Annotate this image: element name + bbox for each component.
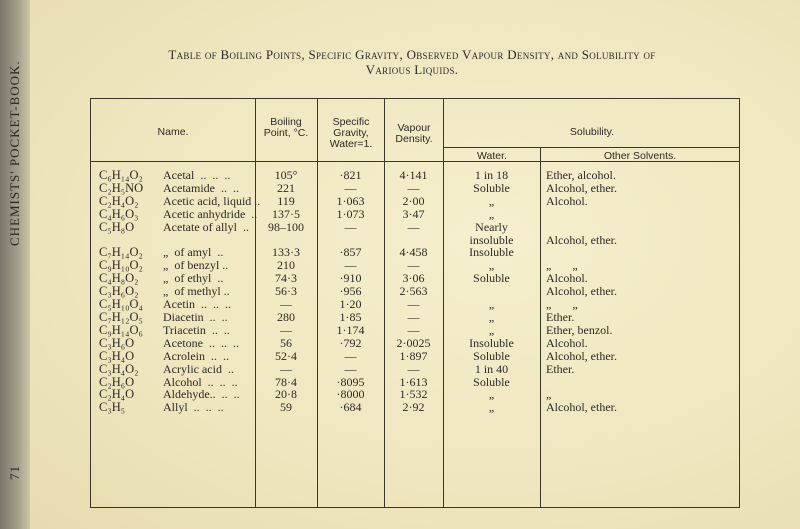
water-solubility-cell: Insoluble	[469, 245, 514, 260]
water-solubility-cell: „	[488, 258, 495, 273]
formula-cell: C₉H₁₄O₆	[99, 322, 143, 337]
other-solvents-cell: Alcohol, ether.	[546, 284, 617, 299]
water-solubility-cell: Insoluble	[469, 335, 514, 350]
specific-gravity-cell: —	[344, 258, 357, 273]
water-solubility-cell: „	[488, 309, 495, 324]
other-solvents-cell: Alcohol, ether.	[546, 232, 617, 247]
other-solvents-cell: „	[546, 387, 552, 402]
column-boiling-point	[255, 169, 317, 414]
name-cell: „ of methyl ..	[163, 284, 230, 299]
formula-cell: C₇H₁₂O₅	[99, 309, 143, 324]
header-solubility: Solubility.	[569, 126, 615, 138]
boiling-point-cell: 98–100	[268, 219, 304, 234]
formula-cell: C₉H₁₀O₂	[99, 258, 143, 273]
specific-gravity-cell: —	[344, 361, 357, 376]
vapour-density-cell: 3·47	[402, 206, 425, 221]
other-solvents-cell: Ether, benzol.	[546, 322, 613, 337]
name-cell: Acetal .. .. ..	[163, 168, 231, 182]
other-solvents-cell: Ether.	[546, 361, 575, 376]
formula-cell: C₃H₄O	[99, 348, 135, 363]
column-specific-gravity	[317, 169, 384, 414]
name-cell: Acetin .. .. ..	[163, 297, 231, 312]
name-cell: Allyl .. .. ..	[163, 400, 224, 415]
formula-cell: C₃H₅	[99, 400, 126, 415]
formula-cell: C₃H₆O	[99, 335, 135, 350]
name-cell: Acrolein .. ..	[163, 348, 229, 363]
header-name: Name.	[157, 126, 189, 138]
other-solvents-cell: „ „	[546, 258, 578, 273]
specific-gravity-cell: ·684	[339, 400, 362, 415]
specific-gravity-cell: —	[344, 348, 357, 363]
header-other-solvents: Other Solvents.	[603, 150, 677, 162]
name-cell: Triacetin .. ..	[163, 322, 230, 337]
vapour-density-cell: 1·532	[399, 387, 428, 402]
water-solubility-cell: Soluble	[473, 271, 510, 286]
boiling-point-cell: 52·4	[275, 348, 297, 363]
other-solvents-cell: Alcohol, ether.	[546, 348, 617, 363]
specific-gravity-cell: ·956	[339, 284, 362, 299]
vapour-density-cell: —	[407, 322, 420, 337]
other-solvents-cell: „ „	[546, 297, 578, 312]
vapour-density-cell: 2·0025	[396, 335, 431, 350]
name-cell: Acetamide .. ..	[163, 180, 239, 195]
boiling-point-cell: 221	[277, 180, 295, 195]
name-cell: Acetone .. .. ..	[163, 335, 239, 350]
boiling-point-cell: 119	[277, 193, 295, 208]
header-specific-gravity: Specific Gravity, Water=1.	[329, 116, 373, 150]
vapour-density-cell: 1·897	[399, 348, 428, 363]
book-spine	[0, 0, 30, 529]
vapour-density-cell: 1·613	[399, 374, 428, 389]
header-vapour-density: Vapour Density.	[395, 122, 433, 145]
vapour-density-cell: —	[407, 297, 420, 312]
formula-cell: C₃H₆O₂	[99, 284, 139, 299]
name-cell: Alcohol .. .. ..	[163, 374, 238, 389]
other-solvents-cell: Ether, alcohol.	[546, 168, 616, 182]
formula-cell: C₄H₈O₂	[99, 271, 139, 286]
boiling-point-cell: 56	[280, 335, 292, 350]
name-cell: „ of ethyl ..	[163, 271, 224, 286]
column-vapour-density	[384, 169, 443, 414]
specific-gravity-cell: ·857	[339, 245, 362, 260]
water-solubility-cell: 1 in 40	[474, 361, 509, 376]
boiling-point-cell: —	[280, 322, 292, 337]
formula-cell: C₆H₁₄O₂	[99, 168, 143, 182]
vapour-density-cell: 2·00	[402, 193, 425, 208]
water-solubility-cell: insoluble	[469, 232, 514, 247]
vapour-density-cell: —	[407, 180, 420, 195]
boiling-point-cell: 59	[280, 400, 292, 415]
vapour-density-cell: 2·563	[399, 284, 428, 299]
boiling-point-cell: —	[280, 297, 292, 312]
boiling-point-cell: 105°	[274, 168, 298, 182]
formula-cell: C₂H₅NO	[99, 180, 144, 195]
water-solubility-cell: Soluble	[473, 180, 510, 195]
formula-cell: C₂H₄O₂	[99, 193, 139, 208]
name-cell: Acetic acid, liquid ..	[163, 193, 261, 208]
specific-gravity-cell: 1·073	[336, 206, 365, 221]
name-cell: Acetate of allyl ..	[163, 219, 249, 234]
water-solubility-cell: „	[488, 297, 495, 312]
spine-text	[4, 60, 26, 480]
name-cell: Diacetin .. ..	[163, 309, 228, 324]
data-table	[90, 98, 740, 508]
vapour-density-cell: —	[407, 258, 420, 273]
specific-gravity-cell: 1·20	[339, 297, 362, 312]
divider-water-other	[540, 147, 541, 507]
other-solvents-cell	[546, 208, 736, 221]
water-solubility-cell: „	[488, 400, 495, 415]
specific-gravity-cell: 1·174	[336, 322, 365, 337]
specific-gravity-cell: —	[344, 180, 357, 195]
formula-cell: C₄H₆O₃	[99, 206, 139, 221]
vapour-density-cell: 2·92	[402, 400, 425, 415]
boiling-point-cell: 20·8	[275, 387, 297, 402]
water-solubility-cell: Soluble	[473, 348, 510, 363]
specific-gravity-cell: ·8000	[336, 387, 365, 402]
boiling-point-cell: 133·3	[272, 245, 300, 260]
title-line-1: Table of Boiling Points, Specific Gravity, Observed Vapour Density, and Solubility of	[168, 47, 656, 62]
boiling-point-cell: 210	[277, 258, 295, 273]
title-line-2: Various Liquids.	[365, 62, 459, 77]
vapour-density-cell: —	[407, 309, 420, 324]
boiling-point-cell: 56·3	[275, 284, 297, 299]
other-solvents-cell	[546, 376, 736, 389]
boiling-point-cell: 280	[277, 309, 295, 324]
vapour-density-cell: —	[407, 219, 420, 234]
specific-gravity-cell: 1·063	[336, 193, 365, 208]
other-solvents-cell: Alcohol, ether.	[546, 400, 617, 415]
other-solvents-cell: Ether.	[546, 309, 575, 324]
other-solvents-cell: Alcohol.	[546, 335, 588, 350]
specific-gravity-cell: ·8095	[336, 374, 365, 389]
formula-cell: C₅H₈O	[99, 219, 135, 234]
specific-gravity-cell: ·821	[339, 168, 362, 182]
vapour-density-cell: —	[407, 361, 420, 376]
column-name	[163, 168, 261, 415]
formula-cell: C₂H₆O	[99, 374, 135, 389]
name-cell: „ of amyl ..	[163, 245, 224, 260]
specific-gravity-cell: ·910	[339, 271, 362, 286]
vapour-density-cell: 4·458	[399, 245, 428, 260]
name-cell: Aldehyde.. .. ..	[163, 387, 240, 402]
water-solubility-cell: „	[488, 193, 495, 208]
header-water: Water.	[477, 150, 507, 162]
water-solubility-cell: „	[488, 206, 495, 221]
water-solubility-cell: Nearly	[475, 219, 508, 234]
name-cell: Acrylic acid ..	[163, 361, 234, 376]
specific-gravity-cell: —	[344, 219, 357, 234]
column-other-solvents	[546, 169, 736, 414]
specific-gravity-cell: 1·85	[339, 309, 362, 324]
header-boiling-point: Boiling Point, °C.	[263, 116, 309, 139]
formula-cell: C₇H₁₄O₂	[99, 245, 143, 260]
boiling-point-cell: 137·5	[272, 206, 300, 221]
boiling-point-cell: 74·3	[275, 271, 297, 286]
running-head: CHEMISTS' POCKET-BOOK.	[7, 60, 22, 246]
water-solubility-cell: Soluble	[473, 374, 510, 389]
column-water	[443, 169, 540, 414]
vapour-density-cell: 3·06	[402, 271, 425, 286]
formula-cell: C₂H₄O	[99, 387, 135, 402]
name-cell: „ of benzyl ..	[163, 258, 229, 273]
other-solvents-cell	[546, 221, 736, 234]
name-cell: Acetic anhydride ..	[163, 206, 258, 221]
boiling-point-cell: 78·4	[275, 374, 297, 389]
other-solvents-cell: Alcohol.	[546, 193, 588, 208]
boiling-point-cell: —	[280, 361, 292, 376]
book-page	[30, 0, 800, 529]
formula-cell: C₃H₄O₂	[99, 361, 139, 376]
other-solvents-cell: Alcohol, ether.	[546, 180, 617, 195]
water-solubility-cell: 1 in 18	[474, 168, 509, 182]
page-number: 71	[7, 465, 22, 480]
solubility-rule	[443, 147, 739, 148]
vapour-density-cell: 4·141	[399, 168, 428, 182]
other-solvents-cell: Alcohol.	[546, 271, 588, 286]
water-solubility-cell: „	[488, 322, 495, 337]
specific-gravity-cell: ·792	[339, 335, 362, 350]
column-formula	[99, 169, 165, 414]
table-title	[52, 48, 772, 77]
formula-cell: C₅H₁₀O₄	[99, 297, 143, 312]
water-solubility-cell: „	[488, 387, 495, 402]
